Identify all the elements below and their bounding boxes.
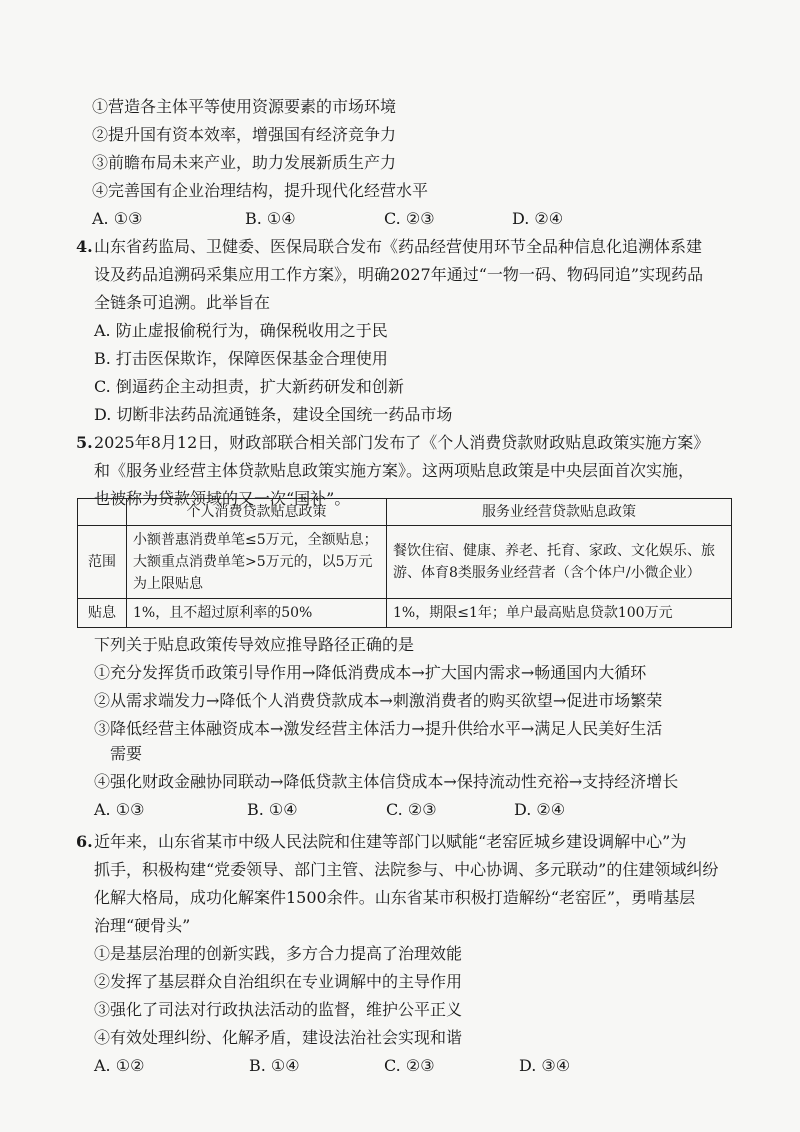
q5-choice-b[interactable]: B. ①④: [247, 800, 298, 819]
table-row-label: 范围: [78, 526, 127, 599]
policy-table: [77, 498, 732, 628]
q3-option-2: ②提升国有资本效率，增强国有经济竞争力: [92, 125, 397, 144]
q6-choice-d[interactable]: D. ③④: [519, 1056, 571, 1075]
q6-stem-line-1: 近年来，山东省某市中级人民法院和住建等部门以赋能“老窑匠城乡建设调解中心”为: [94, 832, 687, 851]
q6-option-3: ③强化了司法对行政执法活动的监督，维护公平正义: [94, 1000, 463, 1019]
q3-option-1: ①营造各主体平等使用资源要素的市场环境: [92, 97, 397, 116]
q6-stem-line-3: 化解大格局，成功化解案件1500余件。山东省某市积极打造解纷“老窑匠”，勇啃基层: [94, 888, 696, 907]
q4-stem-line-1: 山东省药监局、卫健委、医保局联合发布《药品经营使用环节全品种信息化追溯体系建: [94, 237, 703, 256]
q4-number: 4.: [76, 237, 93, 256]
q5-number: 5.: [76, 433, 93, 452]
table-row-label: 贴息: [78, 599, 127, 628]
q4-option-b[interactable]: B. 打击医保欺诈，保障医保基金合理使用: [94, 349, 388, 368]
q5-stem-line-3: 也被称为贷款领域的又一次“国补”。: [94, 489, 351, 508]
q4-option-c[interactable]: C. 倒逼药企主动担责，扩大新药研发和创新: [94, 377, 404, 396]
q6-number: 6.: [76, 832, 93, 851]
q5-option-2: ②从需求端发力→降低个人消费贷款成本→刺激消费者的购买欲望→促进市场繁荣: [94, 691, 663, 710]
q6-choice-c[interactable]: C. ②③: [384, 1056, 435, 1075]
q5-choice-d[interactable]: D. ②④: [514, 800, 566, 819]
q6-option-1: ①是基层治理的创新实践，多方合力提高了治理效能: [94, 944, 463, 963]
q3-choice-a[interactable]: A. ①③: [92, 209, 143, 228]
q3-choice-d[interactable]: D. ②④: [512, 209, 564, 228]
table-row: [78, 526, 732, 599]
q3-option-3: ③前瞻布局未来产业，助力发展新质生产力: [92, 153, 397, 172]
table-header-empty: [78, 499, 127, 526]
q3-option-4: ④完善国有企业治理结构，提升现代化经营水平: [92, 181, 429, 200]
table-cell: 1%，期限≤1年；单户最高贴息贷款100万元: [387, 599, 732, 628]
table-cell: 餐饮住宿、健康、养老、托育、家政、文化娱乐、旅游、体育8类服务业经营者（含个体户/小微企业）: [387, 526, 732, 599]
q6-choice-a[interactable]: A. ①②: [94, 1056, 145, 1075]
q6-option-4: ④有效处理纠纷、化解矛盾，建设法治社会实现和谐: [94, 1028, 463, 1047]
q4-option-d[interactable]: D. 切断非法药品流通链条，建设全国统一药品市场: [94, 405, 453, 424]
q5-question: 下列关于贴息政策传导效应推导路径正确的是: [94, 635, 415, 654]
q5-option-3-cont: 需要: [110, 744, 143, 763]
q3-choice-c[interactable]: C. ②③: [384, 209, 435, 228]
table-cell: 小额普惠消费单笔≤5万元，全额贴息；大额重点消费单笔>5万元的，以5万元为上限贴息: [127, 526, 387, 599]
q5-option-3: ③降低经营主体融资成本→激发经营主体活力→提升供给水平→满足人民美好生活: [94, 719, 663, 738]
table-header-personal: 个人消费贷款贴息政策: [127, 499, 387, 526]
q4-stem-line-2: 设及药品追溯码采集应用工作方案》，明确2027年通过“一物一码、物码同追”实现药品: [94, 265, 704, 284]
table-header-row: [78, 499, 732, 526]
table-cell: 1%，且不超过原利率的50%: [127, 599, 387, 628]
q5-choice-c[interactable]: C. ②③: [386, 800, 437, 819]
table-header-service: 服务业经营贷款贴息政策: [387, 499, 732, 526]
q5-option-4: ④强化财政金融协同联动→降低贷款主体信贷成本→保持流动性充裕→支持经济增长: [94, 772, 679, 791]
q6-option-2: ②发挥了基层群众自治组织在专业调解中的主导作用: [94, 972, 463, 991]
q5-stem-line-2: 和《服务业经营主体贷款贴息政策实施方案》。这两项贴息政策是中央层面首次实施，: [94, 461, 695, 480]
q6-choice-b[interactable]: B. ①④: [249, 1056, 300, 1075]
q6-stem-line-4: 治理“硬骨头”: [94, 916, 191, 935]
q4-stem-line-3: 全链条可追溯。此举旨在: [94, 293, 271, 312]
q6-stem-line-2: 抓手，积极构建“党委领导、部门主管、法院参与、中心协调、多元联动”的住建领域纠纷: [94, 860, 719, 879]
q5-choice-a[interactable]: A. ①③: [94, 800, 145, 819]
q5-option-1: ①充分发挥货币政策引导作用→降低消费成本→扩大国内需求→畅通国内大循环: [94, 663, 647, 682]
table-row: [78, 599, 732, 628]
q5-stem-line-1: 2025年8月12日，财政部联合相关部门发布了《个人消费贷款财政贴息政策实施方案》: [94, 433, 710, 452]
q4-option-a[interactable]: A. 防止虚报偷税行为，确保税收用之于民: [94, 321, 388, 340]
q3-choice-b[interactable]: B. ①④: [245, 209, 296, 228]
